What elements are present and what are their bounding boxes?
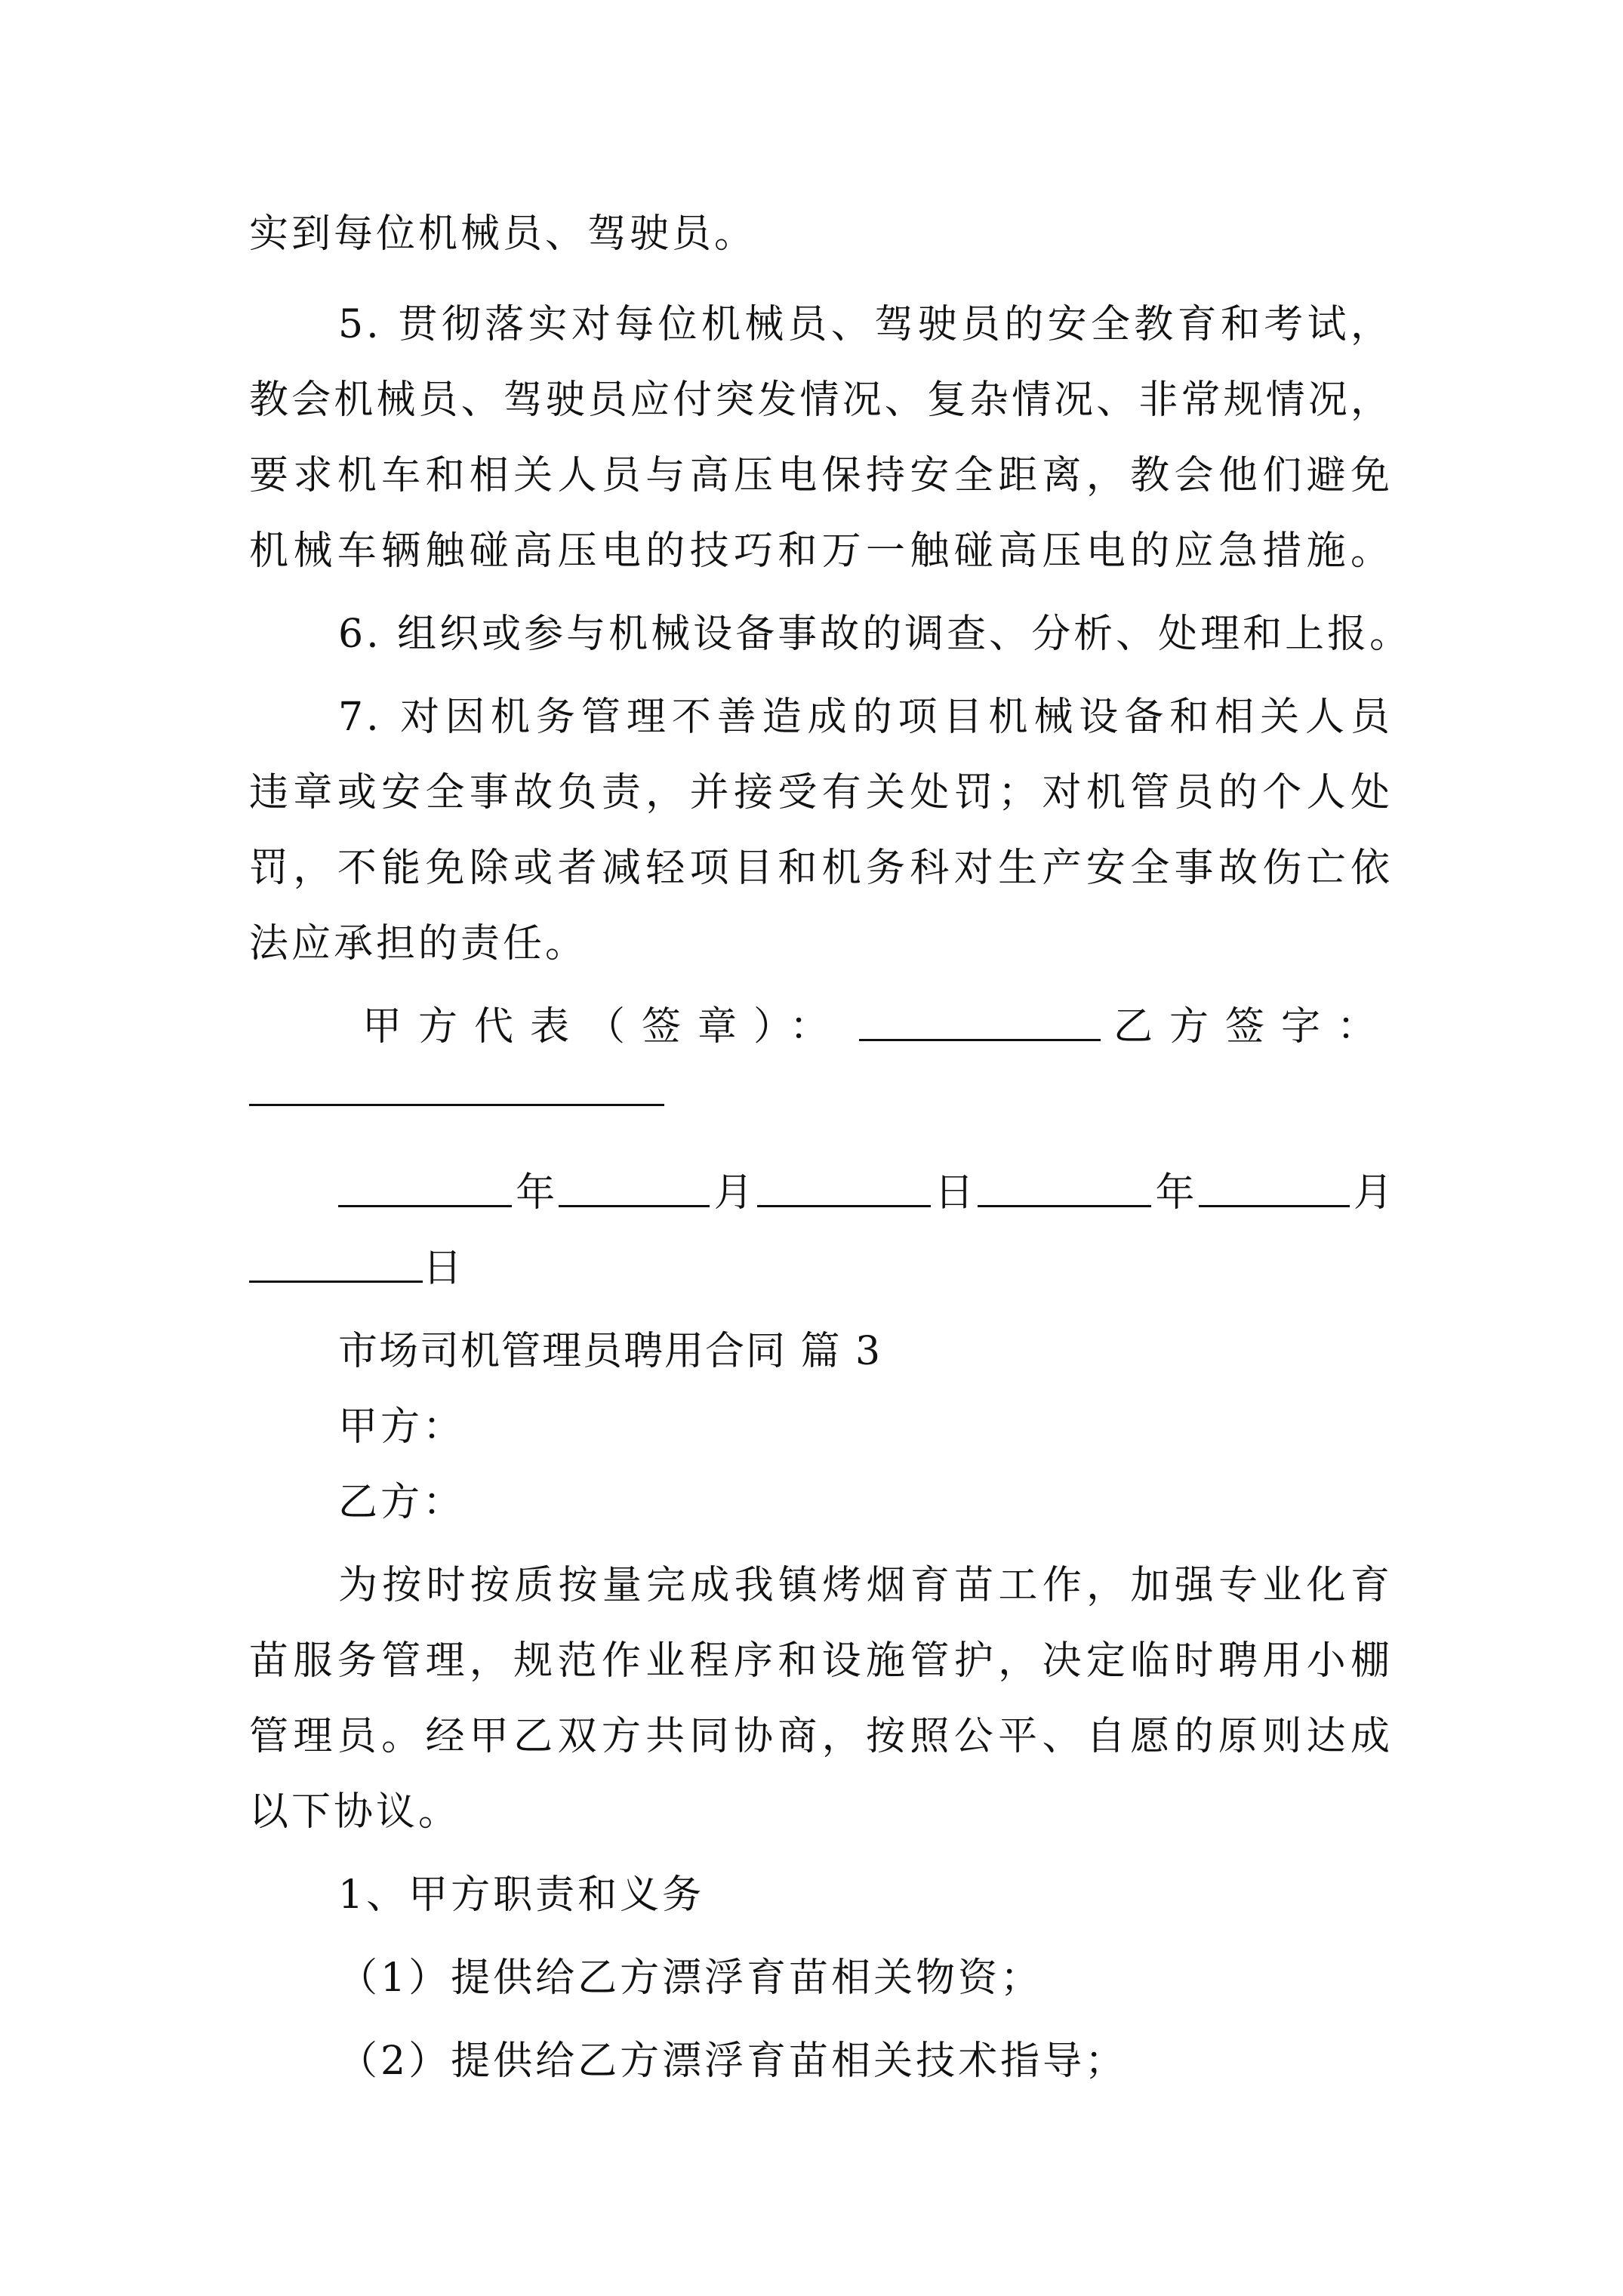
paragraph-line: 7. 对因机务管理不善造成的项目机械设备和相关人员	[338, 695, 1393, 740]
party-b-signature-blank[interactable]	[249, 1104, 664, 1106]
month-label: 月	[1353, 1170, 1393, 1216]
paragraph-line: 苗服务管理，规范作业程序和设施管护，决定临时聘用小棚	[249, 1638, 1393, 1684]
section-title: 市场司机管理员聘用合同 篇 3	[338, 1329, 882, 1374]
party-b-month-blank[interactable]	[1199, 1163, 1350, 1207]
list-item: （1）提供给乙方漂浮育苗相关物资；	[338, 1955, 1043, 2001]
party-b-label: 乙方：	[338, 1480, 466, 1525]
date-row	[338, 1163, 1393, 1223]
party-a-signature-blank[interactable]	[859, 997, 1101, 1041]
party-a-label: 甲方：	[338, 1404, 466, 1450]
date-row-continued	[249, 1238, 462, 1299]
signature-row	[362, 997, 1393, 1057]
party-a-year-blank[interactable]	[338, 1163, 512, 1207]
year-label: 年	[1155, 1170, 1195, 1216]
paragraph-line: 机械车辆触碰高压电的技巧和万一触碰高压电的应急措施。	[249, 529, 1393, 574]
party-a-month-blank[interactable]	[559, 1163, 710, 1207]
paragraph-line: 管理员。经甲乙双方共同协商，按照公平、自愿的原则达成	[249, 1714, 1393, 1759]
party-a-signature-label: 甲方代表（签章）：	[362, 1004, 846, 1049]
list-item: （2）提供给乙方漂浮育苗相关技术指导；	[338, 2039, 1128, 2084]
day-label: 日	[423, 1246, 463, 1291]
party-b-day-blank[interactable]	[249, 1238, 423, 1283]
paragraph-line: 6. 组织或参与机械设备事故的调查、分析、处理和上报。	[338, 612, 1412, 657]
paragraph-line: 违章或安全事故负责，并接受有关处罚；对机管员的个人处	[249, 770, 1393, 815]
party-b-signature-label: 乙方签字：	[1113, 1004, 1393, 1049]
paragraph-line: 5. 贯彻落实对每位机械员、驾驶员的安全教育和考试，	[338, 302, 1393, 347]
paragraph-line: 为按时按质按量完成我镇烤烟育苗工作，加强专业化育	[338, 1563, 1393, 1608]
day-label: 日	[935, 1170, 975, 1216]
paragraph-line: 法应承担的责任。	[249, 921, 588, 966]
paragraph-line: 罚，不能免除或者减轻项目和机务科对生产安全事故伤亡依	[249, 846, 1393, 891]
month-label: 月	[713, 1170, 753, 1216]
section-heading: 1、甲方职责和义务	[338, 1872, 705, 1918]
party-a-day-blank[interactable]	[757, 1163, 931, 1207]
paragraph-line: 要求机车和相关人员与高压电保持安全距离，教会他们避免	[249, 453, 1393, 498]
paragraph-line: 以下协议。	[249, 1789, 461, 1835]
paragraph-line: 教会机械员、驾驶员应付突发情况、复杂情况、非常规情况，	[249, 378, 1393, 423]
paragraph-line: 实到每位机械员、驾驶员。	[249, 211, 757, 257]
year-label: 年	[516, 1170, 556, 1216]
party-b-year-blank[interactable]	[978, 1163, 1151, 1207]
